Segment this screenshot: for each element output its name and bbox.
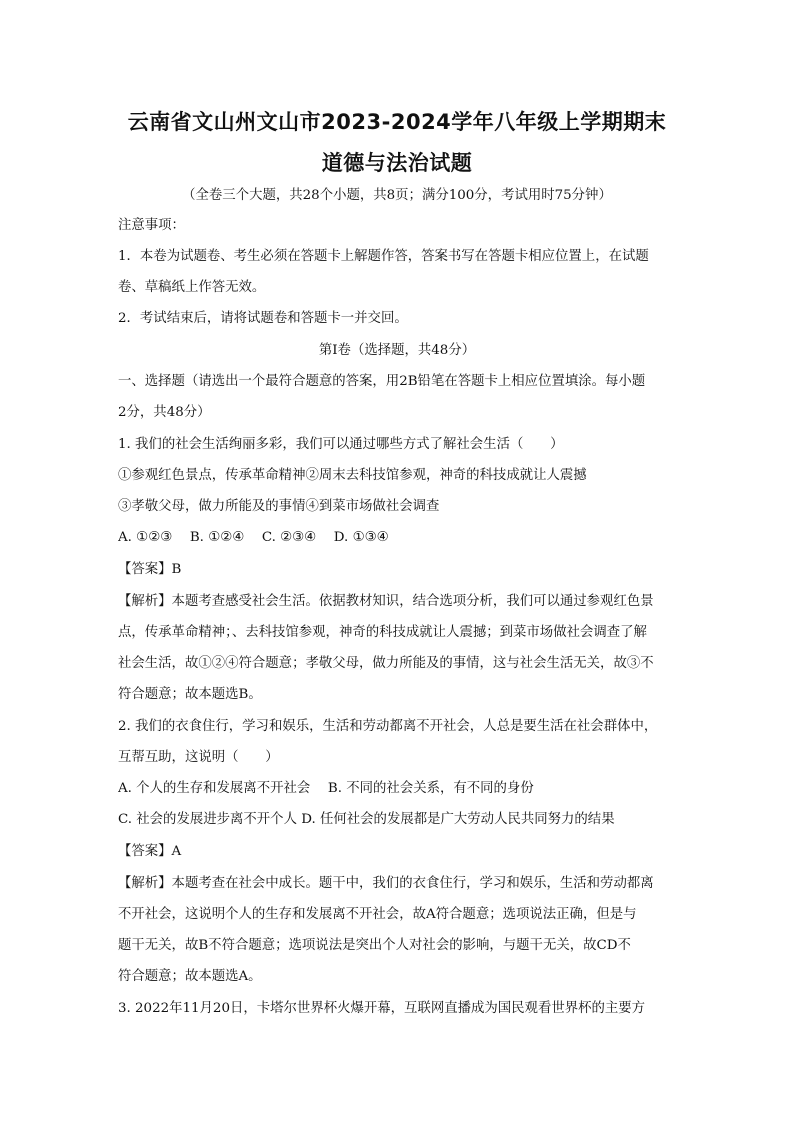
- q2-answer: 【答案】A: [118, 844, 182, 859]
- q1-items: ①参观红色景点，传承革命精神②周末去科技馆参观，神奇的科技成就让人震撼: [118, 468, 587, 483]
- q1-analysis-4: 符合题意；故本题选B。: [118, 687, 262, 702]
- q2-analysis-3: 题干无关，故B不符合题意；选项说法是突出个人对社会的影响，与题干无关，故CD不: [118, 938, 631, 953]
- exam-title-line1: 云南省文山州文山市2023-2024学年八年级上学期期末: [127, 110, 667, 134]
- q1-options: A. ①②③ B. ①②④ C. ②③④ D. ①③④: [118, 530, 389, 545]
- q2-stem: 2. 我们的衣食住行，学习和娱乐，生活和劳动都离不开社会，人总是要生活在社会群体中，: [118, 719, 658, 734]
- section1-instructions: 一、选择题（请选出一个最符合题意的答案，用2B铅笔在答题卡上相应位置填涂。每小题: [118, 374, 646, 389]
- section1-instructions-cont: 2分，共48分）: [118, 405, 211, 420]
- part1-heading: 第Ⅰ卷（选择题，共48分）: [318, 343, 476, 358]
- q2-options-cd: C. 社会的发展进步离不开个人 D. 任何社会的发展都是广大劳动人民共同努力的结果: [118, 812, 615, 827]
- q2-stem-cont: 互帮互助，这说明（ ）: [118, 750, 279, 765]
- q1-analysis-2: 点，传承革命精神；、去科技馆参观，神奇的科技成就让人震撼；到菜市场做社会调查了解: [118, 625, 647, 640]
- q2-analysis-2: 不开社会，这说明个人的生存和发展离不开社会，故A符合题意；选项说法正确，但是与: [118, 907, 637, 922]
- q2-options-ab: A. 个人的生存和发展离不开社会 B. 不同的社会关系，有不同的身份: [118, 781, 534, 796]
- q1-answer: 【答案】B: [118, 562, 182, 577]
- q2-analysis-4: 符合题意；故本题选A。: [118, 969, 262, 984]
- notice-item-1: 1．本卷为试题卷、考生必须在答题卡上解题作答，答案书写在答题卡相应位置上，在试题: [118, 249, 649, 264]
- q1-stem: 1. 我们的社会生活绚丽多彩，我们可以通过哪些方式了解社会生活（ ）: [118, 437, 564, 452]
- notice-item-2: 2．考试结束后，请将试题卷和答题卡一并交回。: [118, 311, 408, 326]
- q1-items-cont: ③孝敬父母，做力所能及的事情④到菜市场做社会调查: [118, 499, 440, 514]
- q3-stem: 3. 2022年11月20日，卡塔尔世界杯火爆开幕，互联网直播成为国民观看世界杯的主要方: [118, 1001, 646, 1016]
- q1-analysis: 【解析】本题考查感受社会生活。依据教材知识，结合选项分析，我们可以通过参观红色景: [118, 594, 654, 609]
- notice-item-1-cont: 卷、草稿纸上作答无效。: [118, 280, 266, 295]
- notice-heading: 注意事项：: [118, 218, 185, 233]
- q2-analysis: 【解析】本题考查在社会中成长。题干中，我们的衣食住行，学习和娱乐，生活和劳动都离: [118, 876, 654, 891]
- exam-info: （全卷三个大题，共28个小题，共8页；满分100分，考试用时75分钟）: [182, 188, 612, 203]
- exam-title-line2: 道德与法治试题: [321, 151, 473, 175]
- q1-analysis-3: 社会生活，故①②④符合题意；孝敬父母，做力所能及的事情，这与社会生活无关，故③不: [118, 656, 654, 671]
